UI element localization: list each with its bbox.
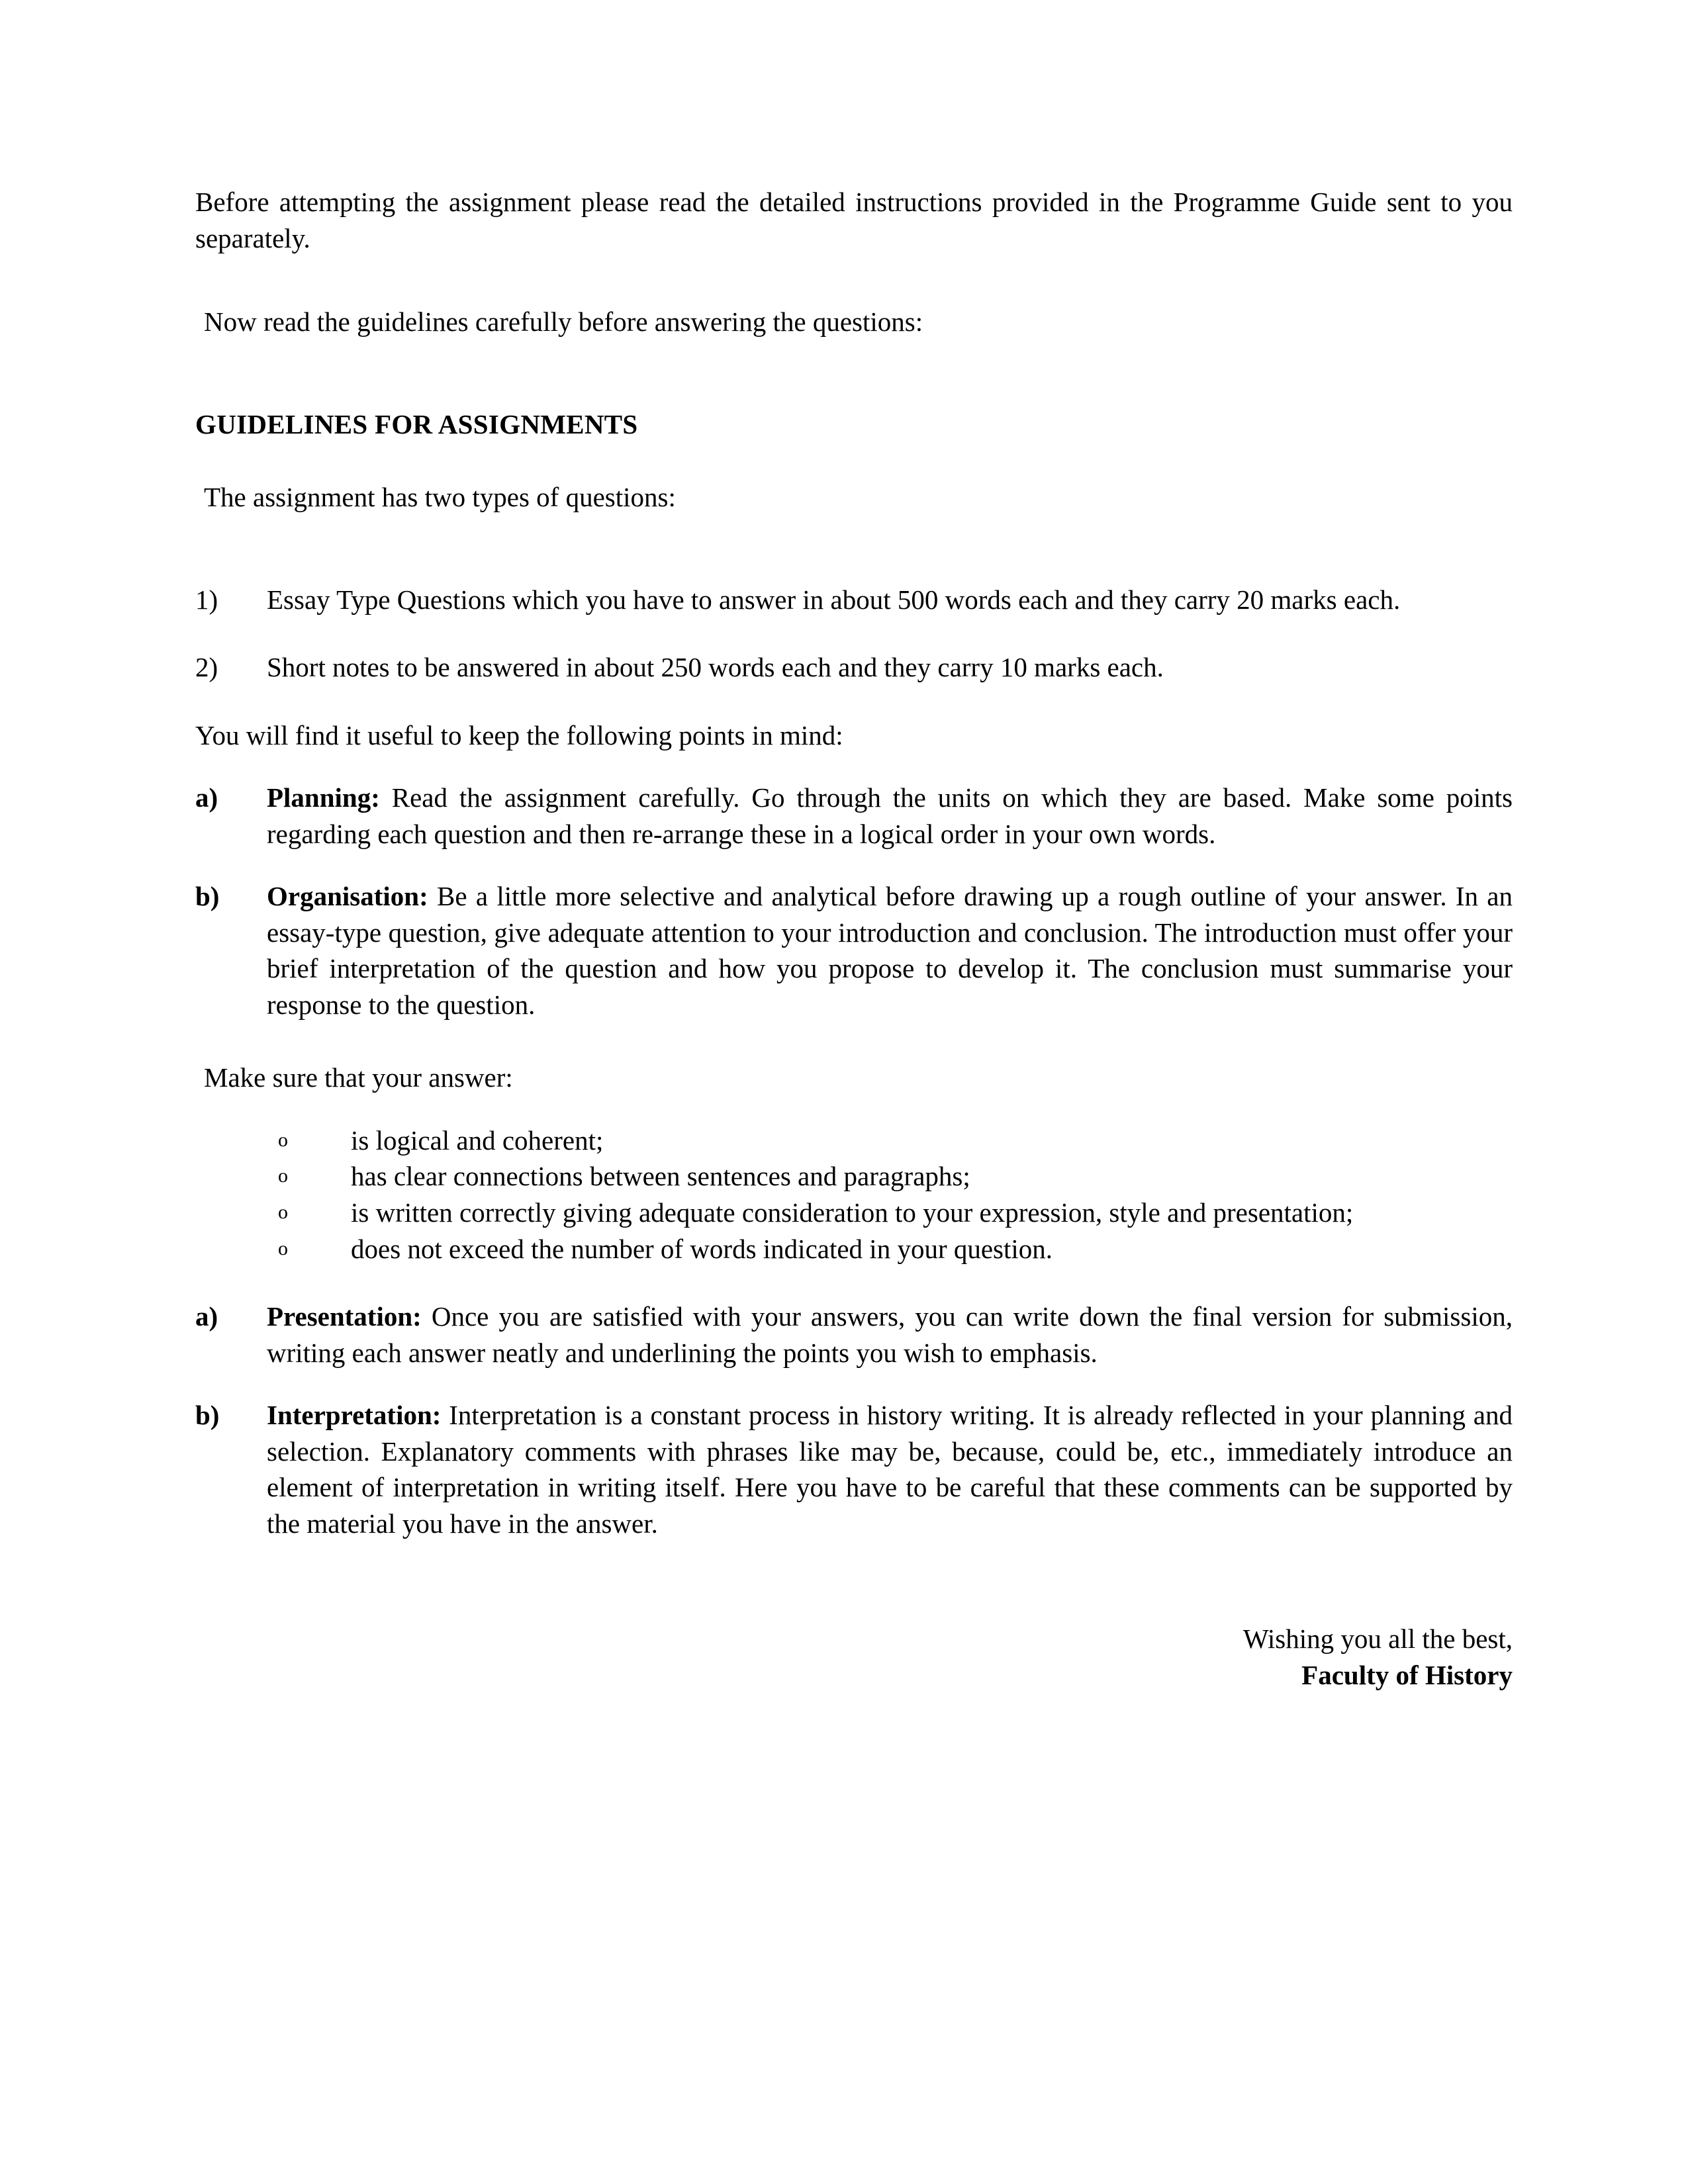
spacer <box>195 516 1513 582</box>
list-item-text: is written correctly giving adequate consideration to your expression, style and presentation; <box>351 1197 1354 1228</box>
spacer <box>195 442 1513 479</box>
list-item-lead: Presentation: <box>267 1301 422 1332</box>
spacer <box>195 256 1513 304</box>
list-item-body: Read the assignment carefully. Go through the units on which they are based. Make some points regarding each question and then re-arrange these in a logical order in your own words. <box>267 782 1513 849</box>
list-marker: a) <box>195 782 218 813</box>
list-item-organisation <box>195 878 1513 1023</box>
list-item-text: has clear connections between sentences and paragraphs; <box>351 1161 970 1192</box>
list-item-interpretation <box>195 1397 1513 1541</box>
question-types-intro: The assignment has two types of questions: <box>204 482 676 513</box>
spacer <box>195 852 1513 878</box>
list-marker: a) <box>195 1301 218 1332</box>
list-item-text: is logical and coherent; <box>351 1124 604 1156</box>
list-item-checklist-1 <box>278 1122 1513 1159</box>
list-marker: b) <box>195 1400 220 1431</box>
spacer <box>195 617 1513 649</box>
list-item-body: Be a little more selective and analytical before drawing up a rough outline of your answer. In an essay-type question, give adequate attention to your introduction and conclusion. The introduction must offer your brief interpretation of the question and how you propose to develop it. The conclusion must summarise your response to the question. <box>267 881 1513 1020</box>
list-item-body: Once you are satisfied with your answers, you can write down the final version for submission, writing each answer neatly and underlining the points you wish to emphasis. <box>267 1301 1513 1368</box>
spacer <box>195 1371 1513 1397</box>
closing-line: Wishing you all the best, <box>1243 1623 1513 1655</box>
points-intro: You will find it useful to keep the following points in mind: <box>195 719 843 751</box>
list-item-body: Interpretation is a constant process in history writing. It is already reflected in your planning and selection. Explanatory comments with phrases like may be, because, could be, etc., immediately introduce an element of interpretation in writing itself. Here you have to be careful that these comments can be supported by the material you have in the answer. <box>267 1400 1513 1539</box>
list-item-text <box>267 1397 1513 1541</box>
spacer <box>195 686 1513 717</box>
circle-bullet-icon: o <box>278 1128 288 1151</box>
list-item-text <box>267 878 1513 1023</box>
list-item-checklist-2 <box>278 1158 1513 1195</box>
list-item-checklist-4 <box>278 1231 1513 1267</box>
spacer <box>195 1541 1513 1621</box>
list-item-checklist-3 <box>278 1195 1513 1231</box>
spacer <box>195 340 1513 406</box>
list-marker: 2) <box>195 652 218 683</box>
make-sure-intro: Make sure that your answer: <box>204 1062 513 1093</box>
list-item-lead: Interpretation: <box>267 1400 442 1431</box>
list-item-text: Essay Type Questions which you have to answer in about 500 words each and they carry 20 marks each. <box>267 584 1401 615</box>
list-item-text: does not exceed the number of words indicated in your question. <box>351 1233 1053 1264</box>
spacer <box>195 1023 1513 1060</box>
spacer <box>195 753 1513 780</box>
list-item-lead: Planning: <box>267 782 380 813</box>
list-marker: 1) <box>195 584 218 615</box>
list-item-presentation <box>195 1298 1513 1371</box>
circle-bullet-icon: o <box>278 1165 288 1187</box>
list-item-text <box>267 1298 1513 1371</box>
intro-paragraph: Before attempting the assignment please read the detailed instructions provided in the Programme Guide sent to you separately. <box>195 187 1513 253</box>
circle-bullet-icon: o <box>278 1237 288 1259</box>
list-item-lead: Organisation: <box>267 881 428 912</box>
list-item-question-type-2 <box>195 649 1513 686</box>
read-guidelines-line: Now read the guidelines carefully before answering the questions: <box>204 306 923 338</box>
page-title: GUIDELINES FOR ASSIGNMENTS <box>195 408 638 439</box>
spacer <box>195 1096 1513 1122</box>
list-marker: b) <box>195 881 220 912</box>
list-item-text: Short notes to be answered in about 250 words each and they carry 10 marks each. <box>267 652 1164 683</box>
list-item-question-type-1 <box>195 582 1513 618</box>
circle-bullet-icon: o <box>278 1201 288 1223</box>
document-content <box>195 184 1513 1693</box>
list-item-text <box>267 780 1513 852</box>
list-item-planning <box>195 780 1513 852</box>
signature: Faculty of History <box>1301 1659 1513 1690</box>
spacer <box>195 1267 1513 1298</box>
